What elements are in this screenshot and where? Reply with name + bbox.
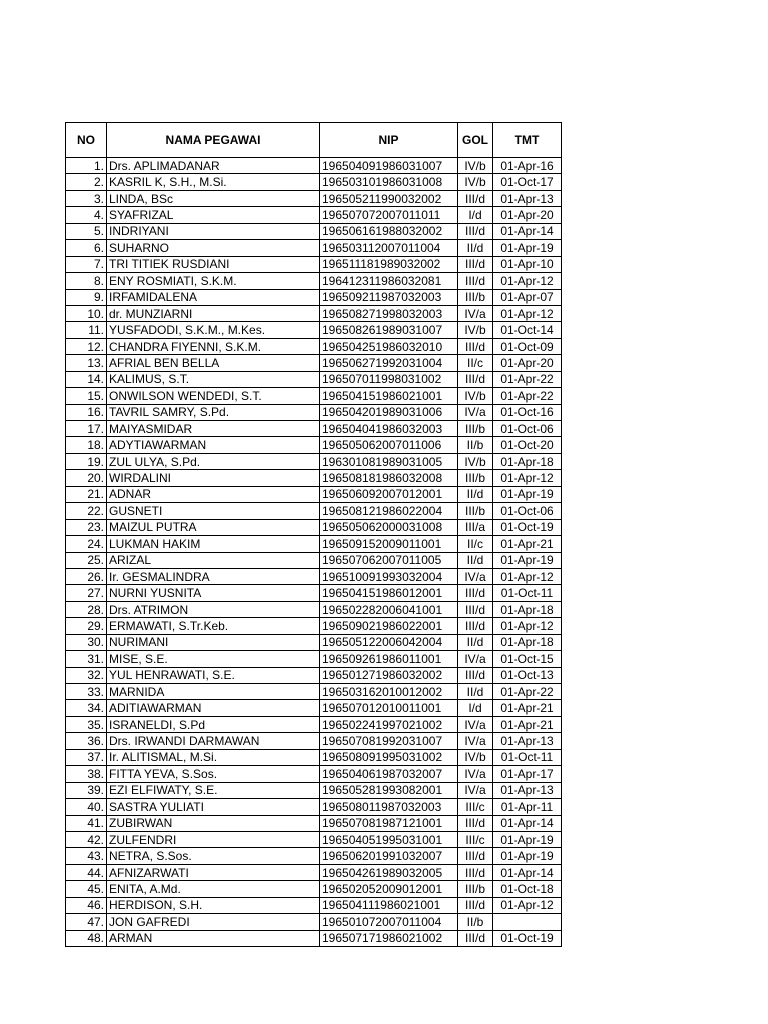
employee-name: KALIMUS, S.T. (107, 371, 320, 387)
employee-tmt: 01-Oct-09 (493, 338, 562, 354)
row-number: 34. (66, 700, 107, 716)
employee-tmt: 01-Oct-06 (493, 503, 562, 519)
table-header (66, 123, 562, 158)
header-nama-pegawai: NAMA PEGAWAI (107, 123, 320, 158)
row-number: 48. (66, 930, 107, 946)
employee-nip: 196505062000031008 (320, 519, 458, 535)
employee-gol: III/d (458, 864, 493, 880)
header-nip: NIP (320, 123, 458, 158)
employee-tmt: 01-Oct-17 (493, 174, 562, 190)
table-row (66, 897, 562, 913)
row-number: 7. (66, 256, 107, 272)
employee-name: LINDA, BSc (107, 190, 320, 206)
header-row (66, 123, 562, 158)
table-row (66, 453, 562, 469)
employee-gol: III/d (458, 190, 493, 206)
table-row (66, 700, 562, 716)
employee-nip: 196510091993032004 (320, 568, 458, 584)
employee-tmt: 01-Apr-18 (493, 601, 562, 617)
employee-nip: 196509152009011001 (320, 536, 458, 552)
row-number: 10. (66, 305, 107, 321)
table-row (66, 618, 562, 634)
employee-nip: 196508091995031002 (320, 749, 458, 765)
employee-nip: 196505062007011006 (320, 437, 458, 453)
employee-gol: IV/a (458, 733, 493, 749)
employee-name: Drs. ATRIMON (107, 601, 320, 617)
table-row (66, 552, 562, 568)
row-number: 25. (66, 552, 107, 568)
employee-name: EZI ELFIWATY, S.E. (107, 782, 320, 798)
row-number: 5. (66, 223, 107, 239)
employee-name: ADYTIAWARMAN (107, 437, 320, 453)
table-row (66, 421, 562, 437)
employee-tmt: 01-Oct-11 (493, 585, 562, 601)
table-row (66, 355, 562, 371)
employee-tmt: 01-Apr-13 (493, 190, 562, 206)
employee-name: AFNIZARWATI (107, 864, 320, 880)
row-number: 14. (66, 371, 107, 387)
employee-tmt: 01-Oct-19 (493, 519, 562, 535)
employee-nip: 196508181986032008 (320, 470, 458, 486)
employee-tmt: 01-Apr-07 (493, 289, 562, 305)
employee-tmt: 01-Apr-21 (493, 536, 562, 552)
employee-nip: 196504201989031006 (320, 404, 458, 420)
employee-nip: 196505281993082001 (320, 782, 458, 798)
employee-name: HERDISON, S.H. (107, 897, 320, 913)
employee-gol: II/d (458, 552, 493, 568)
table-row (66, 322, 562, 338)
employee-nip: 196503162010012002 (320, 684, 458, 700)
employee-tmt: 01-Oct-06 (493, 421, 562, 437)
employee-nip: 196503101986031008 (320, 174, 458, 190)
employee-nip: 196509261986011001 (320, 651, 458, 667)
employee-name: Ir. ALITISMAL, M.Si. (107, 749, 320, 765)
employee-name: YUL HENRAWATI, S.E. (107, 667, 320, 683)
employee-name: ADITIAWARMAN (107, 700, 320, 716)
employee-gol: III/c (458, 799, 493, 815)
employee-name: WIRDALINI (107, 470, 320, 486)
header-no: NO (66, 123, 107, 158)
employee-nip: 196507081987121001 (320, 815, 458, 831)
row-number: 11. (66, 322, 107, 338)
row-number: 31. (66, 651, 107, 667)
employee-gol: III/d (458, 897, 493, 913)
row-number: 12. (66, 338, 107, 354)
table-row (66, 684, 562, 700)
employee-gol: II/d (458, 486, 493, 502)
employee-gol: II/c (458, 536, 493, 552)
employee-name: INDRIYANI (107, 223, 320, 239)
employee-tmt: 01-Oct-14 (493, 322, 562, 338)
employee-tmt: 01-Apr-12 (493, 897, 562, 913)
employee-name: ERMAWATI, S.Tr.Keb. (107, 618, 320, 634)
employee-gol: IV/b (458, 174, 493, 190)
table-row (66, 585, 562, 601)
employee-name: SUHARNO (107, 240, 320, 256)
employee-name: TRI TITIEK RUSDIANI (107, 256, 320, 272)
employee-nip: 196508261989031007 (320, 322, 458, 338)
employee-tmt: 01-Apr-20 (493, 355, 562, 371)
employee-gol: III/b (458, 470, 493, 486)
row-number: 23. (66, 519, 107, 535)
employee-nip: 196506161988032002 (320, 223, 458, 239)
employee-name: MAIYASMIDAR (107, 421, 320, 437)
employee-gol: IV/b (458, 388, 493, 404)
employee-nip: 196503112007011004 (320, 240, 458, 256)
employee-name: AFRIAL BEN BELLA (107, 355, 320, 371)
table-row (66, 815, 562, 831)
table-row (66, 733, 562, 749)
employee-tmt: 01-Apr-14 (493, 864, 562, 880)
employee-gol: III/d (458, 667, 493, 683)
table-body (66, 158, 562, 947)
employee-name: MISE, S.E. (107, 651, 320, 667)
row-number: 43. (66, 848, 107, 864)
employee-gol: III/d (458, 223, 493, 239)
employee-name: ZUBIRWAN (107, 815, 320, 831)
employee-nip: 196504051995031001 (320, 831, 458, 847)
table-row (66, 601, 562, 617)
employee-gol: II/b (458, 437, 493, 453)
employee-nip: 196507081992031007 (320, 733, 458, 749)
employee-tmt: 01-Apr-19 (493, 831, 562, 847)
employee-name: LUKMAN HAKIM (107, 536, 320, 552)
employee-gol: III/d (458, 273, 493, 289)
employee-name: Ir. GESMALINDRA (107, 568, 320, 584)
employee-nip: 196508011987032003 (320, 799, 458, 815)
table-row (66, 536, 562, 552)
table-row (66, 207, 562, 223)
table-row (66, 749, 562, 765)
table-row (66, 503, 562, 519)
table-row (66, 470, 562, 486)
row-number: 46. (66, 897, 107, 913)
row-number: 36. (66, 733, 107, 749)
row-number: 29. (66, 618, 107, 634)
employee-name: ONWILSON WENDEDI, S.T. (107, 388, 320, 404)
row-number: 41. (66, 815, 107, 831)
employee-name: ADNAR (107, 486, 320, 502)
employee-tmt: 01-Apr-14 (493, 223, 562, 239)
employee-nip: 196502052009012001 (320, 881, 458, 897)
employee-tmt: 01-Oct-16 (493, 404, 562, 420)
table-row (66, 388, 562, 404)
employee-name: YUSFADODI, S.K.M., M.Kes. (107, 322, 320, 338)
row-number: 35. (66, 716, 107, 732)
employee-nip: 196507062007011005 (320, 552, 458, 568)
employee-nip: 196507012010011001 (320, 700, 458, 716)
employee-nip: 196301081989031005 (320, 453, 458, 469)
row-number: 8. (66, 273, 107, 289)
employee-tmt: 01-Oct-19 (493, 930, 562, 946)
row-number: 33. (66, 684, 107, 700)
employee-nip: 196506271992031004 (320, 355, 458, 371)
employee-name: JON GAFREDI (107, 914, 320, 930)
row-number: 22. (66, 503, 107, 519)
employee-nip: 196505211990032002 (320, 190, 458, 206)
employee-name: MARNIDA (107, 684, 320, 700)
table-row (66, 716, 562, 732)
employee-name: ISRANELDI, S.Pd (107, 716, 320, 732)
row-number: 38. (66, 766, 107, 782)
employee-tmt: 01-Oct-20 (493, 437, 562, 453)
table-row (66, 864, 562, 880)
row-number: 37. (66, 749, 107, 765)
employee-gol: III/d (458, 371, 493, 387)
employee-nip: 196507171986021002 (320, 930, 458, 946)
employee-gol: IV/a (458, 716, 493, 732)
table-row (66, 848, 562, 864)
employee-gol: IV/b (458, 453, 493, 469)
employee-tmt: 01-Apr-19 (493, 552, 562, 568)
employee-gol: III/c (458, 831, 493, 847)
employee-name: ENY ROSMIATI, S.K.M. (107, 273, 320, 289)
row-number: 6. (66, 240, 107, 256)
employee-nip: 196505122006042004 (320, 634, 458, 650)
employee-gol: II/b (458, 914, 493, 930)
employee-name: KASRIL K, S.H., M.Si. (107, 174, 320, 190)
employee-nip: 196508271998032003 (320, 305, 458, 321)
row-number: 3. (66, 190, 107, 206)
employee-name: SASTRA YULIATI (107, 799, 320, 815)
employee-tmt: 01-Apr-12 (493, 273, 562, 289)
table-row (66, 634, 562, 650)
employee-nip: 196502241997021002 (320, 716, 458, 732)
row-number: 20. (66, 470, 107, 486)
header-gol: GOL (458, 123, 493, 158)
table-row (66, 404, 562, 420)
table-row (66, 223, 562, 239)
table-row (66, 174, 562, 190)
employee-gol: III/d (458, 585, 493, 601)
employee-nip: 196504261989032005 (320, 864, 458, 880)
row-number: 39. (66, 782, 107, 798)
employee-nip: 196504151986012001 (320, 585, 458, 601)
employee-gol: III/d (458, 618, 493, 634)
employee-tmt: 01-Oct-13 (493, 667, 562, 683)
employee-name: ARMAN (107, 930, 320, 946)
employee-tmt: 01-Apr-12 (493, 470, 562, 486)
table-row (66, 190, 562, 206)
employee-name: SYAFRIZAL (107, 207, 320, 223)
employee-nip: 196504111986021001 (320, 897, 458, 913)
row-number: 15. (66, 388, 107, 404)
employee-tmt: 01-Apr-20 (493, 207, 562, 223)
employee-gol: IV/b (458, 322, 493, 338)
table-row (66, 782, 562, 798)
table-row (66, 437, 562, 453)
employee-nip: 196504041986032003 (320, 421, 458, 437)
employee-nip: 196507011998031002 (320, 371, 458, 387)
employee-tmt: 01-Apr-21 (493, 700, 562, 716)
row-number: 42. (66, 831, 107, 847)
employee-gol: I/d (458, 700, 493, 716)
employee-table (65, 122, 562, 947)
row-number: 1. (66, 158, 107, 174)
employee-tmt: 01-Apr-12 (493, 568, 562, 584)
table-row (66, 486, 562, 502)
table-row (66, 766, 562, 782)
row-number: 24. (66, 536, 107, 552)
employee-gol: II/d (458, 240, 493, 256)
employee-tmt: 01-Apr-12 (493, 305, 562, 321)
employee-gol: III/d (458, 338, 493, 354)
employee-gol: III/d (458, 848, 493, 864)
table-row (66, 568, 562, 584)
employee-name: ENITA, A.Md. (107, 881, 320, 897)
employee-tmt: 01-Oct-11 (493, 749, 562, 765)
employee-name: IRFAMIDALENA (107, 289, 320, 305)
employee-nip: 196506201991032007 (320, 848, 458, 864)
row-number: 16. (66, 404, 107, 420)
table-row (66, 289, 562, 305)
employee-nip: 196412311986032081 (320, 273, 458, 289)
employee-name: Drs. IRWANDI DARMAWAN (107, 733, 320, 749)
employee-name: Drs. APLIMADANAR (107, 158, 320, 174)
employee-tmt: 01-Apr-19 (493, 848, 562, 864)
employee-nip: 196507072007011011 (320, 207, 458, 223)
employee-gol: III/b (458, 421, 493, 437)
employee-gol: III/d (458, 815, 493, 831)
employee-nip: 196501072007011004 (320, 914, 458, 930)
employee-gol: II/d (458, 684, 493, 700)
table-row (66, 881, 562, 897)
row-number: 21. (66, 486, 107, 502)
employee-gol: III/d (458, 930, 493, 946)
employee-tmt: 01-Oct-18 (493, 881, 562, 897)
employee-name: dr. MUNZIARNI (107, 305, 320, 321)
table-row (66, 930, 562, 946)
row-number: 18. (66, 437, 107, 453)
row-number: 4. (66, 207, 107, 223)
table-row (66, 799, 562, 815)
employee-name: ZULFENDRI (107, 831, 320, 847)
employee-nip: 196504151986021001 (320, 388, 458, 404)
row-number: 28. (66, 601, 107, 617)
employee-gol: III/b (458, 881, 493, 897)
employee-nip: 196501271986032002 (320, 667, 458, 683)
employee-name: NURNI YUSNITA (107, 585, 320, 601)
row-number: 32. (66, 667, 107, 683)
table-row (66, 338, 562, 354)
table-row (66, 519, 562, 535)
employee-tmt: 01-Apr-17 (493, 766, 562, 782)
employee-nip: 196509211987032003 (320, 289, 458, 305)
employee-tmt: 01-Apr-10 (493, 256, 562, 272)
header-tmt: TMT (493, 123, 562, 158)
employee-gol: IV/a (458, 305, 493, 321)
employee-table-sheet (65, 122, 562, 947)
employee-gol: IV/a (458, 404, 493, 420)
employee-tmt: 01-Apr-12 (493, 618, 562, 634)
employee-nip: 196504061987032007 (320, 766, 458, 782)
table-row (66, 651, 562, 667)
employee-gol: IV/b (458, 749, 493, 765)
employee-tmt (493, 914, 562, 930)
employee-tmt: 01-Apr-22 (493, 371, 562, 387)
employee-nip: 196511181989032002 (320, 256, 458, 272)
employee-name: ZUL ULYA, S.Pd. (107, 453, 320, 469)
employee-gol: III/a (458, 519, 493, 535)
employee-gol: III/b (458, 289, 493, 305)
employee-gol: IV/a (458, 782, 493, 798)
table-row (66, 158, 562, 174)
row-number: 9. (66, 289, 107, 305)
row-number: 44. (66, 864, 107, 880)
row-number: 30. (66, 634, 107, 650)
employee-nip: 196504251986032010 (320, 338, 458, 354)
employee-nip: 196502282006041001 (320, 601, 458, 617)
employee-nip: 196506092007012001 (320, 486, 458, 502)
employee-tmt: 01-Apr-13 (493, 782, 562, 798)
employee-tmt: 01-Apr-11 (493, 799, 562, 815)
employee-gol: II/d (458, 634, 493, 650)
table-row (66, 273, 562, 289)
employee-gol: III/d (458, 256, 493, 272)
employee-tmt: 01-Apr-18 (493, 453, 562, 469)
employee-nip: 196508121986022004 (320, 503, 458, 519)
row-number: 2. (66, 174, 107, 190)
employee-gol: IV/b (458, 158, 493, 174)
employee-tmt: 01-Apr-22 (493, 684, 562, 700)
row-number: 45. (66, 881, 107, 897)
table-row (66, 831, 562, 847)
employee-name: FITTA YEVA, S.Sos. (107, 766, 320, 782)
employee-name: NETRA, S.Sos. (107, 848, 320, 864)
row-number: 40. (66, 799, 107, 815)
employee-name: CHANDRA FIYENNI, S.K.M. (107, 338, 320, 354)
employee-nip: 196504091986031007 (320, 158, 458, 174)
employee-gol: II/c (458, 355, 493, 371)
employee-tmt: 01-Apr-21 (493, 716, 562, 732)
table-row (66, 240, 562, 256)
row-number: 19. (66, 453, 107, 469)
employee-name: MAIZUL PUTRA (107, 519, 320, 535)
table-row (66, 305, 562, 321)
employee-name: TAVRIL SAMRY, S.Pd. (107, 404, 320, 420)
employee-name: ARIZAL (107, 552, 320, 568)
row-number: 27. (66, 585, 107, 601)
employee-gol: IV/a (458, 766, 493, 782)
table-row (66, 914, 562, 930)
employee-tmt: 01-Apr-19 (493, 240, 562, 256)
row-number: 26. (66, 568, 107, 584)
table-row (66, 667, 562, 683)
employee-tmt: 01-Apr-14 (493, 815, 562, 831)
employee-nip: 196509021986022001 (320, 618, 458, 634)
employee-tmt: 01-Apr-19 (493, 486, 562, 502)
employee-tmt: 01-Oct-15 (493, 651, 562, 667)
row-number: 13. (66, 355, 107, 371)
employee-name: NURIMANI (107, 634, 320, 650)
employee-name: GUSNETI (107, 503, 320, 519)
table-row (66, 371, 562, 387)
row-number: 47. (66, 914, 107, 930)
employee-gol: III/b (458, 503, 493, 519)
employee-tmt: 01-Apr-18 (493, 634, 562, 650)
employee-gol: III/d (458, 601, 493, 617)
employee-tmt: 01-Apr-22 (493, 388, 562, 404)
employee-tmt: 01-Apr-16 (493, 158, 562, 174)
employee-tmt: 01-Apr-13 (493, 733, 562, 749)
table-row (66, 256, 562, 272)
row-number: 17. (66, 421, 107, 437)
employee-gol: IV/a (458, 568, 493, 584)
employee-gol: IV/a (458, 651, 493, 667)
employee-gol: I/d (458, 207, 493, 223)
